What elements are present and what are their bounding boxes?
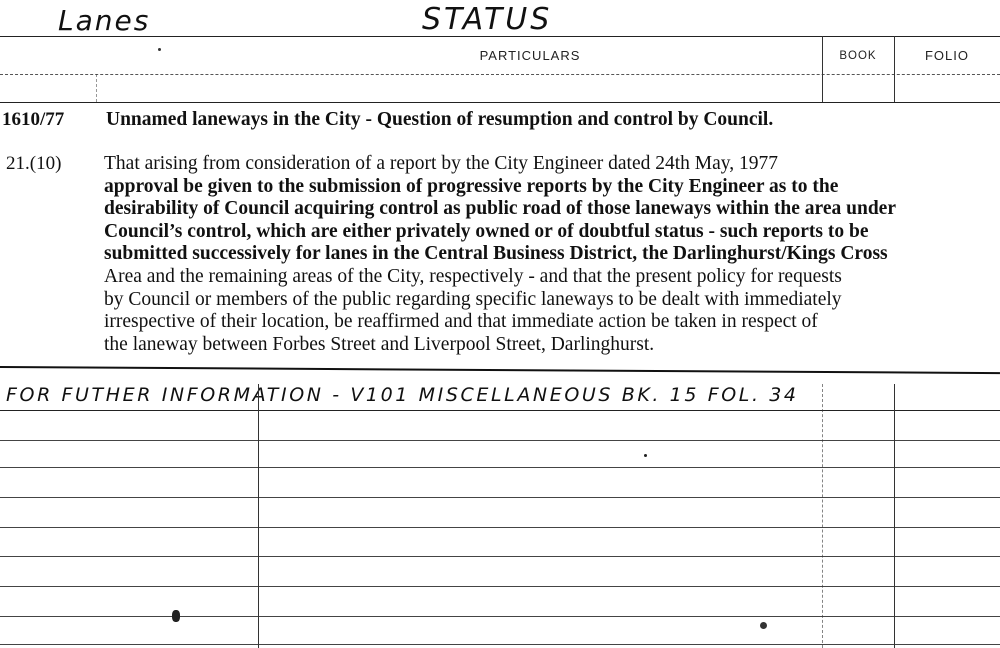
resolution-line: Council’s control, which are either privately owned or of doubtful status - such reports to be (104, 220, 869, 242)
resolution-line: That arising from consideration of a report by the City Engineer dated 24th May, 1977 (104, 153, 779, 174)
resolution-line: desirability of Council acquiring control as public road of those laneways within the area under (104, 198, 896, 220)
ruled-line (0, 644, 1000, 645)
resolution-line: approval be given to the submission of progressive reports by the City Engineer as to the (104, 175, 839, 197)
resolution-text (104, 153, 1000, 356)
column-header-book: BOOK (839, 50, 877, 62)
ruled-line (0, 527, 1000, 528)
handwritten-note: FOR FUTHER INFORMATION - V101 MISCELLANEOUS BK. 15 FOL. 34 (6, 384, 799, 406)
resolution-line: by Council or members of the public regarding specific laneways to be dealt with immediately (104, 288, 842, 310)
header-top-rule (0, 36, 1000, 37)
scan-speck (644, 454, 647, 457)
ruled-line (0, 497, 1000, 498)
resolution-line: irrespective of their location, be reaffirmed and that immediate action be taken in respect of (104, 311, 818, 333)
clause-reference: 21.(10) (6, 153, 62, 174)
clipping-bottom-edge (0, 366, 1000, 374)
resolution-line: Area and the remaining areas of the City, respectively - and that the present policy for requests (104, 265, 842, 287)
ruled-line (0, 556, 1000, 557)
grid-divider-folio (894, 384, 895, 648)
scan-speck (172, 610, 180, 622)
column-header-particulars: PARTICULARS (479, 48, 581, 63)
ruled-line (0, 616, 1000, 617)
card-label: Lanes (58, 4, 151, 37)
grid-divider-book (822, 384, 823, 648)
card-title: STATUS (422, 2, 553, 37)
header-bottom-rule (0, 102, 1000, 103)
grid-divider-left (258, 384, 259, 648)
header-divider-left (96, 74, 97, 102)
ruled-line (0, 440, 1000, 441)
scan-speck (760, 622, 767, 629)
scan-speck (158, 48, 161, 51)
resolution-line: the laneway between Forbes Street and Liverpool Street, Darlinghurst. (104, 333, 655, 355)
entry-title: Unnamed laneways in the City - Question of resumption and control by Council. (106, 109, 774, 130)
header-sub-rule (0, 74, 1000, 75)
ruled-line (0, 410, 1000, 411)
ruled-line (0, 467, 1000, 468)
entry-number: 1610/77 (2, 109, 65, 130)
ruled-line (0, 586, 1000, 587)
resolution-line: submitted successively for lanes in the Central Business District, the Darlinghurst/Kings Cross (104, 243, 888, 265)
column-header-folio: FOLIO (924, 48, 969, 63)
